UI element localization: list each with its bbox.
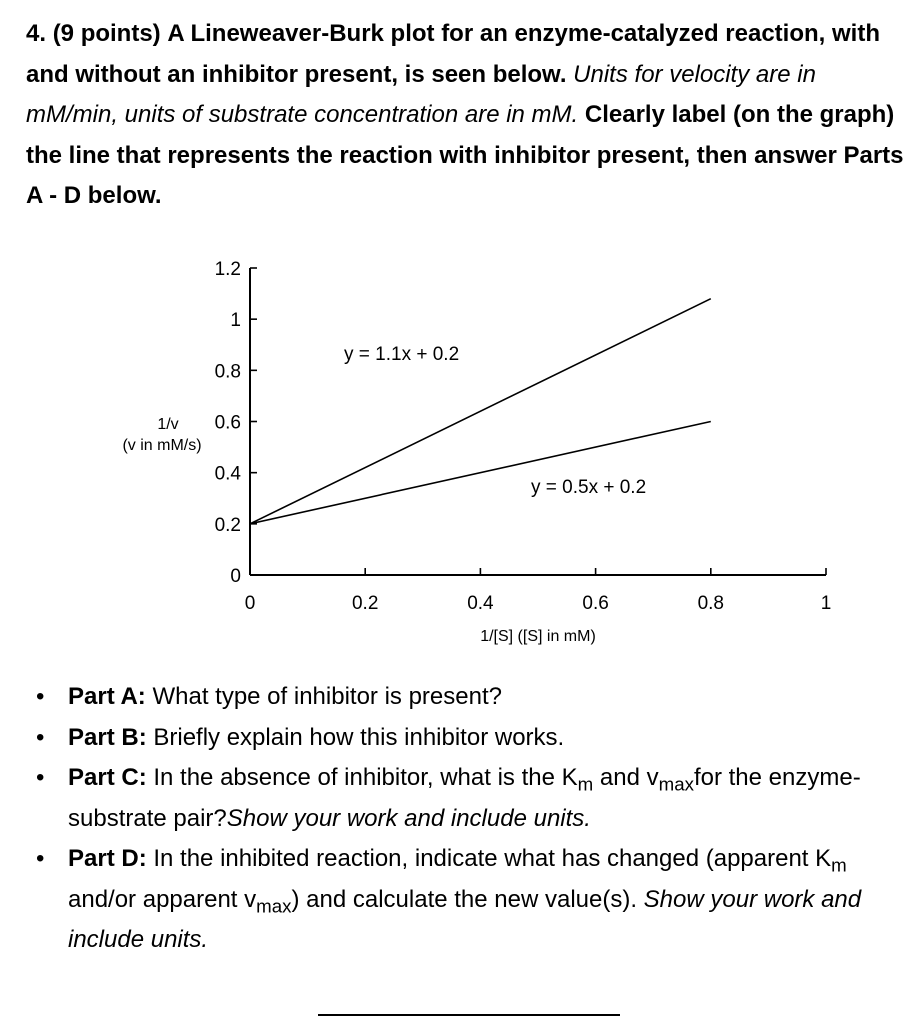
part-b-label: Part B: bbox=[68, 723, 147, 751]
part-d-italic: Show your work and include units. bbox=[68, 885, 862, 953]
lineweaver-burk-chart bbox=[0, 250, 914, 670]
question-intro: A Lineweaver-Burk plot for an enzyme-catalyzed reaction, with and without an inhibitor present, is seen below. bbox=[26, 20, 880, 88]
part-a-text: What type of inhibitor is present? bbox=[152, 683, 502, 710]
list-item-part-c bbox=[36, 758, 906, 839]
part-c-text-3: for the enzyme-substrate pair? bbox=[68, 764, 861, 832]
series-label-2: y = 0.5x + 0.2 bbox=[531, 477, 647, 498]
question-points: (9 points) bbox=[52, 20, 161, 47]
question-number: 4. bbox=[26, 20, 47, 47]
part-c-sub-2: max bbox=[658, 773, 694, 795]
question-instruction: Clearly label (on the graph) the line that represents the reaction with inhibitor present, then answer Parts A - D below. bbox=[26, 101, 904, 209]
x-tick-label: 0.8 bbox=[697, 593, 725, 614]
part-d-text-3: ) and calculate the new value(s). bbox=[291, 885, 644, 913]
y-axis-label-1: 1/v bbox=[157, 416, 179, 433]
part-d-sub-1: m bbox=[831, 854, 847, 876]
part-c-text-1: In the absence of inhibitor, what is the K bbox=[153, 764, 578, 791]
y-axis-label-2: (v in mM/s) bbox=[122, 437, 202, 454]
y-tick-label: 0.2 bbox=[214, 514, 241, 536]
part-d-text-2: and/or apparent v bbox=[68, 885, 257, 913]
list-item-part-a bbox=[36, 677, 906, 718]
part-c-label: Part C: bbox=[68, 764, 147, 791]
x-tick-label: 0.6 bbox=[582, 593, 609, 614]
list-item-part-d bbox=[36, 839, 906, 961]
part-d-label: Part D: bbox=[68, 845, 147, 872]
bullet: • bbox=[36, 723, 45, 751]
y-tick-label: 0.4 bbox=[214, 463, 241, 485]
part-a-label: Part A: bbox=[68, 683, 146, 710]
y-tick-label: 1 bbox=[230, 310, 241, 332]
x-tick-label: 0.2 bbox=[351, 593, 379, 614]
question-text bbox=[26, 14, 906, 217]
series-label-1: y = 1.1x + 0.2 bbox=[344, 344, 460, 365]
series-line-2 bbox=[250, 422, 711, 524]
answer-line bbox=[318, 1014, 620, 1016]
bullet: • bbox=[36, 845, 45, 872]
units-note: Units for velocity are in mM/min, units of substrate concentration are in mM. bbox=[26, 60, 816, 128]
x-tick-label: 1 bbox=[820, 593, 832, 614]
part-c-italic: Show your work and include units. bbox=[226, 804, 591, 832]
list-item-part-b bbox=[36, 718, 906, 759]
part-c-sub-1: m bbox=[577, 773, 594, 795]
part-d-text-1: In the inhibited reaction, indicate what has changed (apparent K bbox=[153, 845, 832, 872]
x-tick-label: 0.4 bbox=[467, 593, 494, 614]
bullet: • bbox=[36, 764, 45, 791]
y-tick-label: 0.6 bbox=[214, 412, 241, 434]
bullet: • bbox=[36, 683, 45, 710]
x-tick-label: 0 bbox=[244, 593, 256, 614]
part-b-text: Briefly explain how this inhibitor works. bbox=[153, 723, 565, 751]
y-tick-label: 0.8 bbox=[214, 361, 241, 383]
x-axis-label: 1/[S] ([S] in mM) bbox=[480, 628, 596, 645]
y-tick-label: 1.2 bbox=[214, 259, 241, 280]
parts-list bbox=[36, 677, 906, 961]
part-c-text-2: and v bbox=[593, 764, 659, 791]
y-tick-label: 0 bbox=[230, 566, 241, 587]
part-d-sub-2: max bbox=[256, 895, 292, 917]
